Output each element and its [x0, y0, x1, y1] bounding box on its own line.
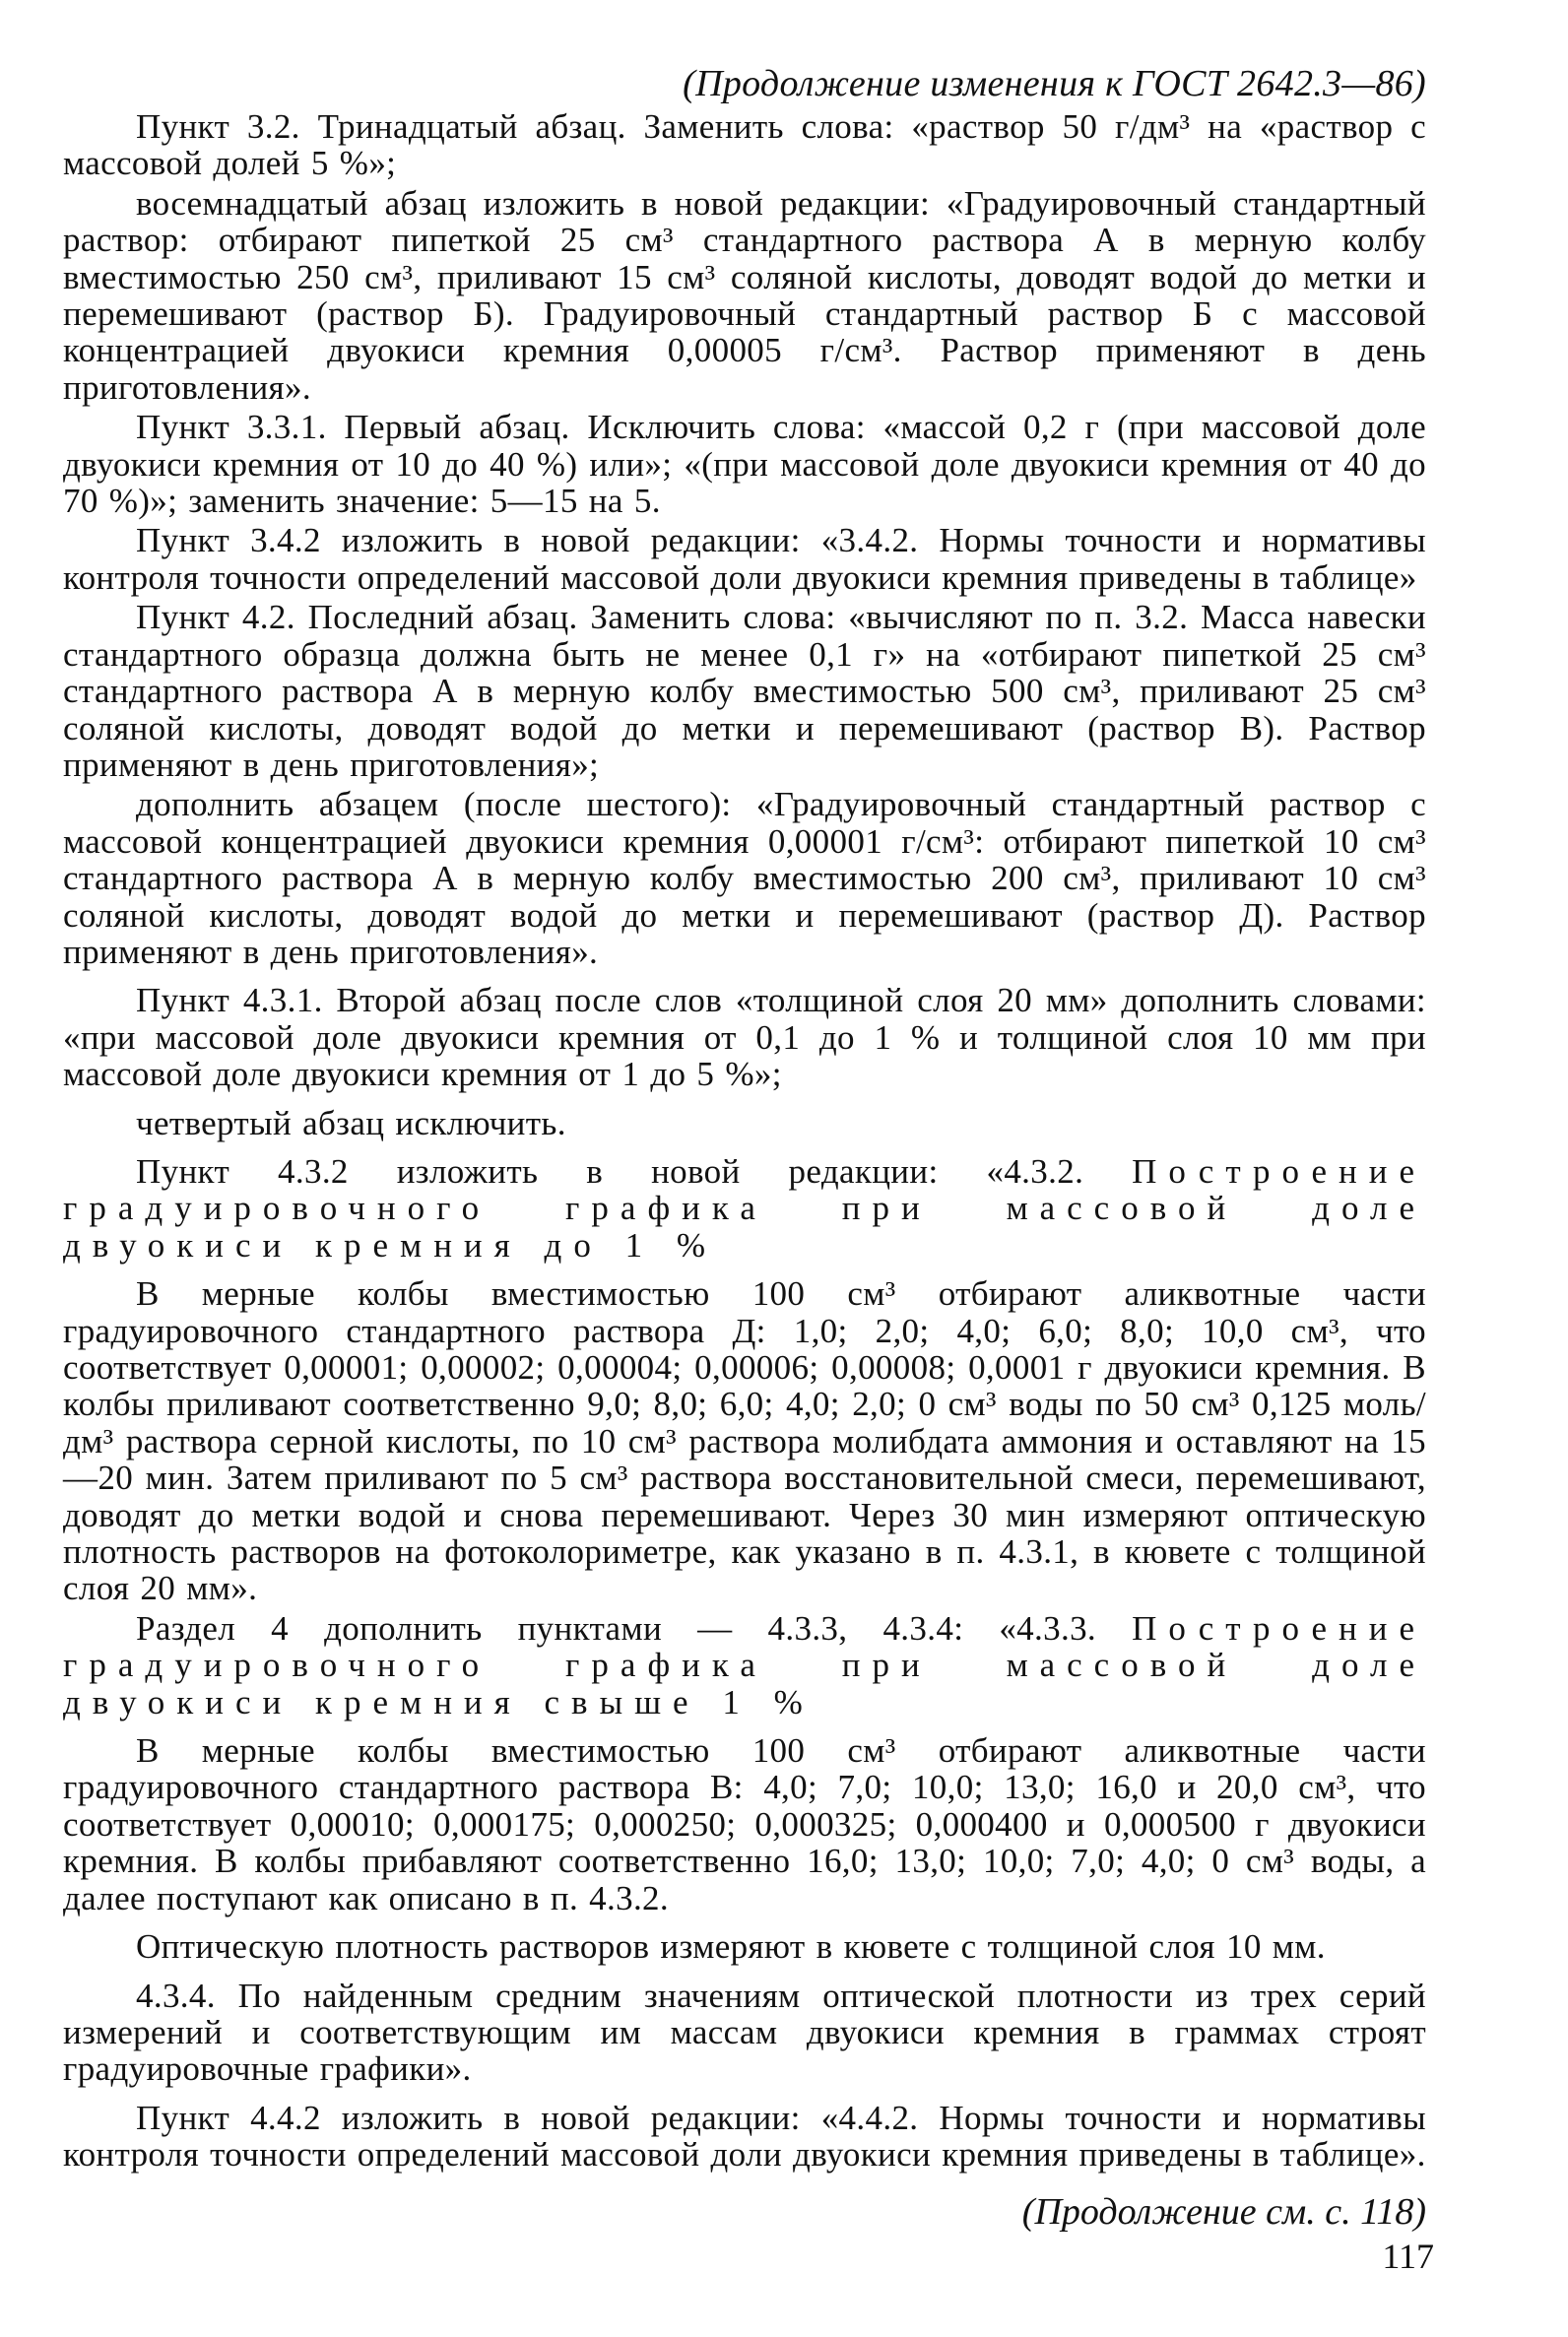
paragraph-section-4-intro: Раздел 4 дополнить пунктами — 4.3.3, 4.3.4: «4.3.3.	[136, 1608, 1097, 1648]
paragraph-3-3-1: Пункт 3.3.1. Первый абзац. Исключить слова: «массой 0,2 г (при массовой доле двуокиси кремния от 10 до 40 %) или»; «(при массовой доле двуокиси кремния от 40 до 70 %)»; заменить значение: 5—15 на 5.	[63, 408, 1426, 521]
document-page	[63, 61, 1426, 2235]
paragraph-3-2: Пункт 3.2. Тринадцатый абзац. Заменить слова: «раствор 50 г/дм³ на «раствор с массовой долей 5 %»;	[63, 107, 1426, 183]
paragraph-optical-density: Оптическую плотность растворов измеряют в кювете с толщиной слоя 10 мм.	[136, 1927, 1326, 1967]
paragraph-add-after-sixth: дополнить абзацем (после шестого): «Градуировочный стандартный раствор с массовой концентрацией двуокиси кремния 0,00001 г/см³: отбирают пипеткой 10 см³ стандартного раствора А в мерную колбу вместимостью 200 см³, приливают 10 см³ соляной кислоты, доводят водой до метки и перемешивают (раствор Д). Раствор применяют в день приготовления».	[63, 785, 1426, 971]
paragraph-4-3-2	[63, 1153, 1426, 1264]
paragraph-fourth-excluded: четвертый абзац исключить.	[136, 1103, 566, 1142]
page-number: 117	[1382, 2237, 1434, 2276]
paragraph-section-4	[63, 1610, 1426, 1720]
paragraph-4-4-2: Пункт 4.4.2 изложить в новой редакции: «4.4.2. Нормы точности и нормативы контроля точности определений массовой доли двуокиси кремния приведены в таблице».	[63, 2098, 1426, 2175]
paragraph-section-4-heading: Построение градуировочного графика при массовой доле двуокиси кремния свыше 1 %	[63, 1608, 1426, 1721]
continuation-note: (Продолжение см. с. 118)	[1021, 2190, 1426, 2233]
paragraph-volumetric-flasks-d: В мерные колбы вместимостью 100 см³ отбирают аликвотные части градуировочного стандартного раствора Д: 1,0; 2,0; 4,0; 6,0; 8,0; 10,0 см³, что соответствует 0,00001; 0,00002; 0,00004; 0,00006; 0,00008; 0,0001 г двуокиси кремния. В колбы приливают соответственно 9,0; 8,0; 6,0; 4,0; 2,0; 0 см³ воды по 50 см³ 0,125 моль/дм³ раствора серной кислоты, по 10 см³ раствора молибдата аммония и оставляют на 15—20 мин. Затем приливают по 5 см³ раствора восстановительной смеси, перемешивают, доводят до метки водой и снова перемешивают. Через 30 мин измеряют оптическую плотность растворов на фотоколориметре, как указано в п. 4.3.1, в кювете с толщиной слоя 20 мм».	[63, 1274, 1426, 1608]
paragraph-4-3-2-heading: Построение градуировочного графика при массовой доле двуокиси кремния до 1 %	[63, 1151, 1427, 1265]
paragraph-4-3-1: Пункт 4.3.1. Второй абзац после слов «толщиной слоя 20 мм» дополнить словами: «при массовой доле двуокиси кремния от 0,1 до 1 % и толщиной слоя 10 мм при массовой доле двуокиси кремния от 1 до 5 %»;	[63, 981, 1426, 1094]
paragraph-18th-abzac: восемнадцатый абзац изложить в новой редакции: «Градуировочный стандартный раствор: отбирают пипеткой 25 см³ стандартного раствора А в мерную колбу вместимостью 250 см³, приливают 15 см³ соляной кислоты, доводят водой до метки и перемешивают (раствор Б). Градуировочный стандартный раствор Б с массовой концентрацией двуокиси кремния 0,00005 г/см³. Раствор применяют в день приготовления».	[63, 183, 1426, 407]
running-header: (Продолжение изменения к ГОСТ 2642.3—86)	[683, 63, 1426, 104]
paragraph-4-3-4: 4.3.4. По найденным средним значениям оптической плотности из трех серий измерений и соответствующим им массам двуокиси кремния в граммах строят градуировочные графики».	[63, 1976, 1426, 2089]
paragraph-4-3-2-intro: Пункт 4.3.2 изложить в новой редакции: «4.3.2.	[136, 1151, 1084, 1191]
paragraph-volumetric-flasks-v: В мерные колбы вместимостью 100 см³ отбирают аликвотные части градуировочного стандартного раствора В: 4,0; 7,0; 10,0; 13,0; 16,0 и 20,0 см³, что соответствует 0,00010; 0,000175; 0,000250; 0,000325; 0,000400 и 0,000500 г двуокиси кремния. В колбы прибавляют соответственно 16,0; 13,0; 10,0; 7,0; 4,0; 0 см³ воды, а далее поступают как описано в п. 4.3.2.	[63, 1731, 1426, 1917]
paragraph-4-2: Пункт 4.2. Последний абзац. Заменить слова: «вычисляют по п. 3.2. Масса навески стандартного образца должна быть не менее 0,1 г» на «отбирают пипеткой 25 см³ стандартного раствора А в мерную колбу вместимостью 500 см³, приливают 25 см³ соляной кислоты, доводят водой до метки и перемешивают (раствор В). Раствор применяют в день приготовления»;	[63, 598, 1426, 784]
paragraph-3-4-2: Пункт 3.4.2 изложить в новой редакции: «3.4.2. Нормы точности и нормативы контроля точности определений массовой доли двуокиси кремния приведены в таблице»	[63, 521, 1426, 597]
